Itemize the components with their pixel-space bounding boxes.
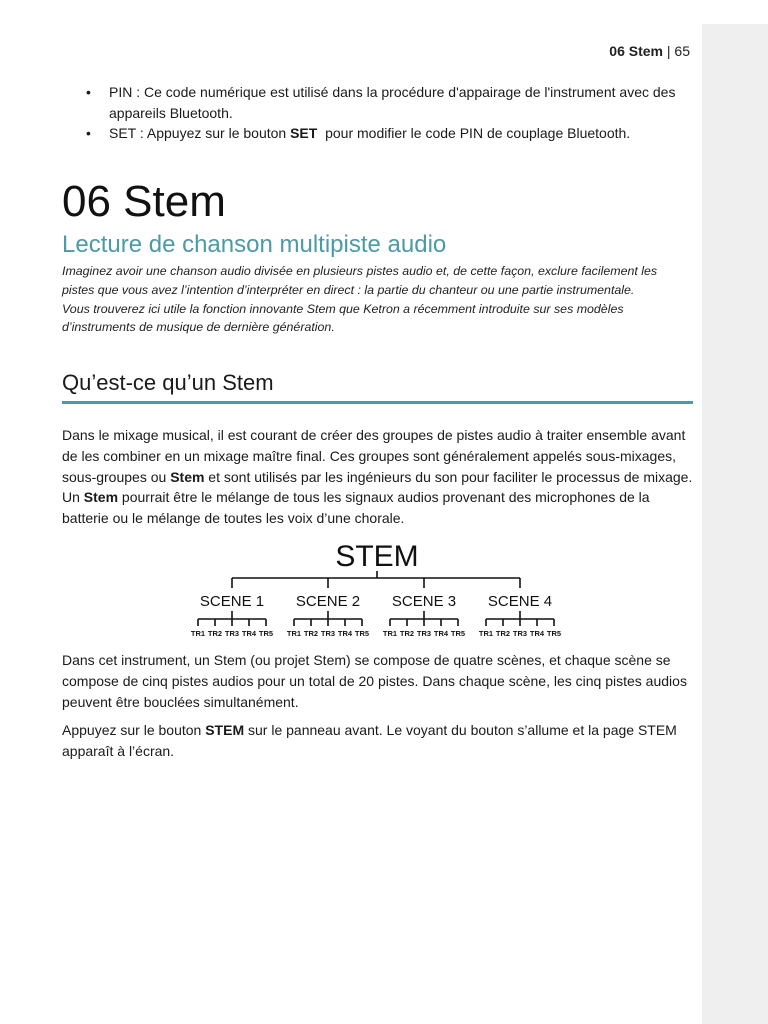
chapter-title: 06 Stem [62,177,226,226]
running-header [609,43,690,59]
header-section: 06 Stem [609,43,663,59]
scene-label-1: SCENE 1 [199,593,265,610]
scene-2-track-label-3: TR3 [320,629,336,638]
scene-2-track-label-5: TR5 [354,629,370,638]
bullet-list [86,82,686,144]
scene-2-track-label-2: TR2 [303,629,319,638]
bullet-set-bold: SET [290,125,318,141]
scene-label-2: SCENE 2 [295,593,361,610]
bullet-pin [86,82,686,123]
section-title: Qu’est-ce qu’un Stem [62,370,274,395]
para1-text-1: Dans le mixage musical, il est courant de créer des groupes de pistes audio à traiter ensemble avant de les combiner en un mixage maître final. Ces groupes sont généralement appelés sous-mixages, sous-groupes ou [62,427,686,485]
section-divider [62,401,693,404]
header-separator: | [666,43,671,59]
paragraph-scenes: Dans cet instrument, un Stem (ou projet Stem) se compose de quatre scènes, et chaque scène se compose de cinq pistes audios pour un total de 20 pistes. Dans chaque scène, les cinq pistes audios peuvent être bouclées simultanément. [62,652,687,710]
scene-2-track-label-4: TR4 [337,629,353,638]
para3-bold: STEM [205,722,245,738]
scene-4-track-label-2: TR2 [495,629,511,638]
scene-3-track-label-5: TR5 [450,629,466,638]
para3-text-2: sur le panneau avant. Le voyant du bouton s’allume et la page STEM apparaît à l’écran. [62,722,677,759]
scene-1-track-label-5: TR5 [258,629,274,638]
paragraph-stem-button [62,720,698,762]
paragraph-mixing [62,425,698,529]
header-page-number: 65 [674,43,690,59]
bullet-set [86,123,686,144]
scene-1-track-label-2: TR2 [207,629,223,638]
stem-root-label: STEM [335,540,419,573]
scene-3-track-label-1: TR1 [382,629,398,638]
scene-1-track-label-3: TR3 [224,629,240,638]
bullet-set-text-after: pour modifier le code PIN de couplage Bluetooth. [317,125,631,141]
stem-diagram [185,535,585,645]
scene-4-track-label-4: TR4 [529,629,545,638]
stem-diagram-svg [185,535,585,645]
page-margin-band [702,24,768,1024]
scene-3-track-label-4: TR4 [433,629,449,638]
scene-4-track-label-3: TR3 [512,629,528,638]
scene-label-4: SCENE 4 [487,593,553,610]
para1-bold-2: Stem [83,489,119,506]
para1-text-3: pourrait être le mélange de tous les signaux audios provenant des microphones de la batterie ou le mélange de toutes les voix d’une chorale. [62,489,650,527]
scene-4-track-label-1: TR1 [478,629,494,638]
scene-2-track-label-1: TR1 [286,629,302,638]
para3-text-1: Appuyez sur le bouton [62,722,206,738]
scene-3-track-label-3: TR3 [416,629,432,638]
para1-bold-1: Stem [170,468,205,485]
bullet-set-text-before: SET : Appuyez sur le bouton [109,125,291,141]
scene-1-track-label-4: TR4 [241,629,257,638]
scene-4-track-label-5: TR5 [546,629,562,638]
scene-label-3: SCENE 3 [391,593,457,610]
scene-3-track-label-2: TR2 [399,629,415,638]
para1-text-2: et sont utilisés par les ingénieurs du son pour faciliter le processus de mixage. Un [62,468,693,506]
chapter-subtitle: Lecture de chanson multipiste audio [62,231,447,258]
intro-paragraph: Imaginez avoir une chanson audio divisée en plusieurs pistes audio et, de cette façon, exclure facilement les pistes que vous avez l’intention d’interpréter en direct : la partie du chanteur ou une partie instrumentale. Vous trouverez ici utile la fonction innovante Stem que Ketron a récemment introduite sur ses modèles d’instruments de musique de dernière génération. [62,264,658,335]
scene-1-track-label-1: TR1 [190,629,206,638]
bullet-pin-text: PIN : Ce code numérique est utilisé dans la procédure d'appairage de l'instrument avec des appareils Bluetooth. [109,84,676,121]
